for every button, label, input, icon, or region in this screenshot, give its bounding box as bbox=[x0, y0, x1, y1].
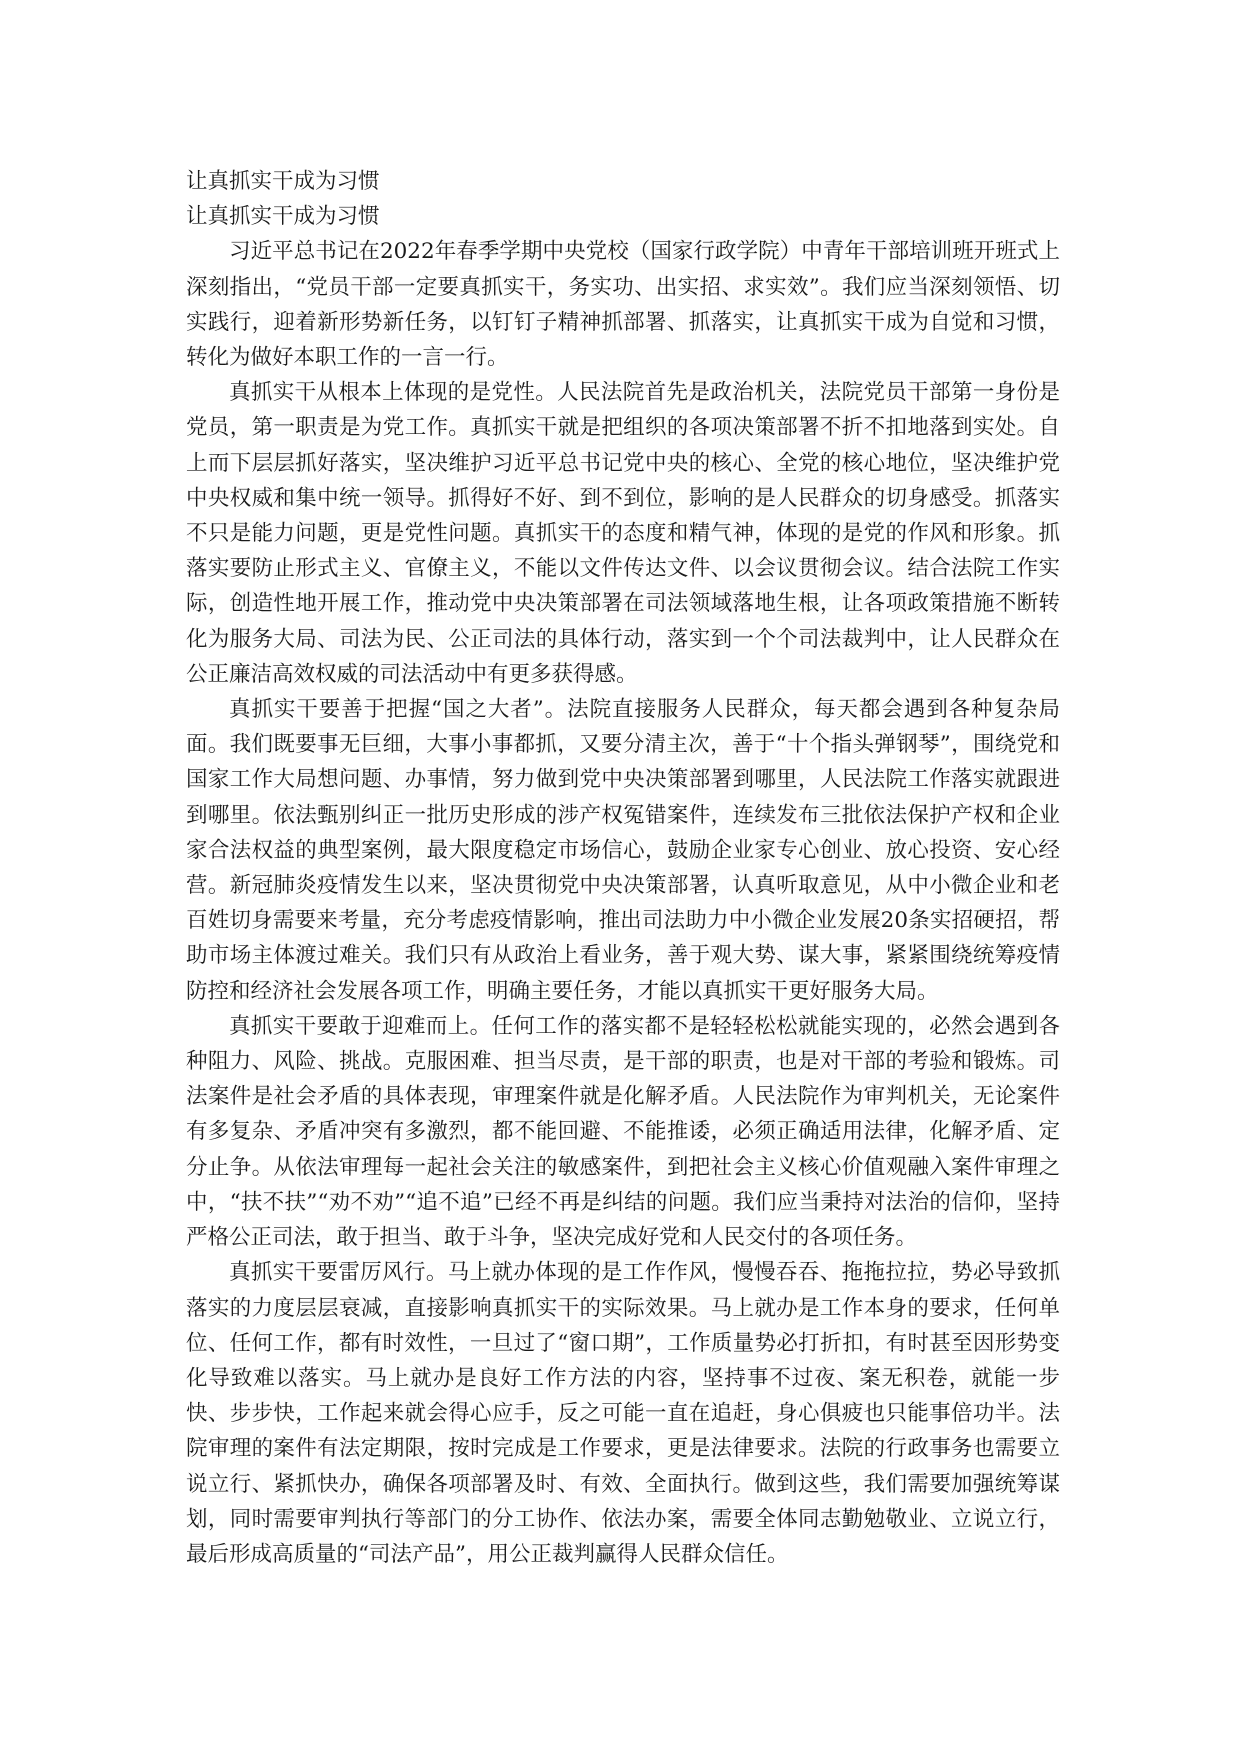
document-page bbox=[186, 164, 1060, 1572]
paragraph-act-promptly: 真抓实干要雷厉风行。马上就办体现的是工作作风，慢慢吞吞、拖拖拉拉，势必导致抓落实的力度层层衰减，直接影响真抓实干的实际效果。马上就办是工作本身的要求，任何单位、任何工作，都有时效性，一旦过了“窗口期”，工作质量势必打折扣，有时甚至因形势变化导致难以落实。马上就办是良好工作方法的内容，坚持事不过夜、案无积卷，就能一步快、步步快，工作起来就会得心应手，反之可能一直在追赶，身心俱疲也只能事倍功半。法院审理的案件有法定期限，按时完成是工作要求，更是法律要求。法院的行政事务也需要立说立行、紧抓快办，确保各项部署及时、有效、全面执行。做到这些，我们需要加强统筹谋划，同时需要审判执行等部门的分工协作、依法办案，需要全体同志勤勉敬业、立说立行，最后形成高质量的“司法产品”，用公正裁判赢得人民群众信任。 bbox=[186, 1260, 1060, 1567]
paragraph-national-priorities: 真抓实干要善于把握“国之大者”。法院直接服务人民群众，每天都会遇到各种复杂局面。我们既要事无巨细，大事小事都抓，又要分清主次，善于“十个指头弹钢琴”，围绕党和国家工作大局想问题、办事情，努力做到党中央决策部署到哪里，人民法院工作落实就跟进到哪里。依法甄别纠正一批历史形成的涉产权冤错案件，连续发布三批依法保护产权和企业家合法权益的典型案例，最大限度稳定市场信心，鼓励企业家专心创业、放心投资、安心经营。新冠肺炎疫情发生以来，坚决贯彻党中央决策部署，认真听取意见，从中小微企业和老百姓切身需要来考量，充分考虑疫情影响，推出司法助力中小微企业发展20条实招硬招，帮助市场主体渡过难关。我们只有从政治上看业务，善于观大势、谋大事，紧紧围绕统筹疫情防控和经济社会发展各项工作，明确主要任务，才能以真抓实干更好服务大局。 bbox=[186, 697, 1060, 1004]
paragraph-intro: 习近平总书记在2022年春季学期中央党校（国家行政学院）中青年干部培训班开班式上深刻指出，“党员干部一定要真抓实干，务实功、出实招、求实效”。我们应当深刻领悟、切实践行，迎着新形势新任务，以钉钉子精神抓部署、抓落实，让真抓实干成为自觉和习惯，转化为做好本职工作的一言一行。 bbox=[186, 239, 1060, 371]
document-title: 让真抓实干成为习惯 bbox=[186, 169, 380, 194]
document-subtitle: 让真抓实干成为习惯 bbox=[186, 204, 380, 230]
paragraph-face-difficulties: 真抓实干要敢于迎难而上。任何工作的落实都不是轻轻松松就能实现的，必然会遇到各种阻力、风险、挑战。克服困难、担当尽责，是干部的职责，也是对干部的考验和锻炼。司法案件是社会矛盾的具体表现，审理案件就是化解矛盾。人民法院作为审判机关，无论案件有多复杂、矛盾冲突有多激烈，都不能回避、不能推诿，必须正确适用法律，化解矛盾、定分止争。从依法审理每一起社会关注的敏感案件，到把社会主义核心价值观融入案件审理之中，“扶不扶”“劝不劝”“追不追”已经不再是纠结的问题。我们应当秉持对法治的信仰，坚持严格公正司法，敢于担当、敢于斗争，坚决完成好党和人民交付的各项任务。 bbox=[186, 1013, 1060, 1251]
paragraph-party-spirit: 真抓实干从根本上体现的是党性。人民法院首先是政治机关，法院党员干部第一身份是党员，第一职责是为党工作。真抓实干就是把组织的各项决策部署不折不扣地落到实处。自上而下层层抓好落实，坚决维护习近平总书记党中央的核心、全党的核心地位，坚决维护党中央权威和集中统一领导。抓得好不好、到不到位，影响的是人民群众的切身感受。抓落实不只是能力问题，更是党性问题。真抓实干的态度和精气神，体现的是党的作风和形象。抓落实要防止形式主义、官僚主义，不能以文件传达文件、以会议贯彻会议。结合法院工作实际，创造性地开展工作，推动党中央决策部署在司法领域落地生根，让各项政策措施不断转化为服务大局、司法为民、公正司法的具体行动，落实到一个个司法裁判中，让人民群众在公正廉洁高效权威的司法活动中有更多获得感。 bbox=[186, 380, 1060, 687]
